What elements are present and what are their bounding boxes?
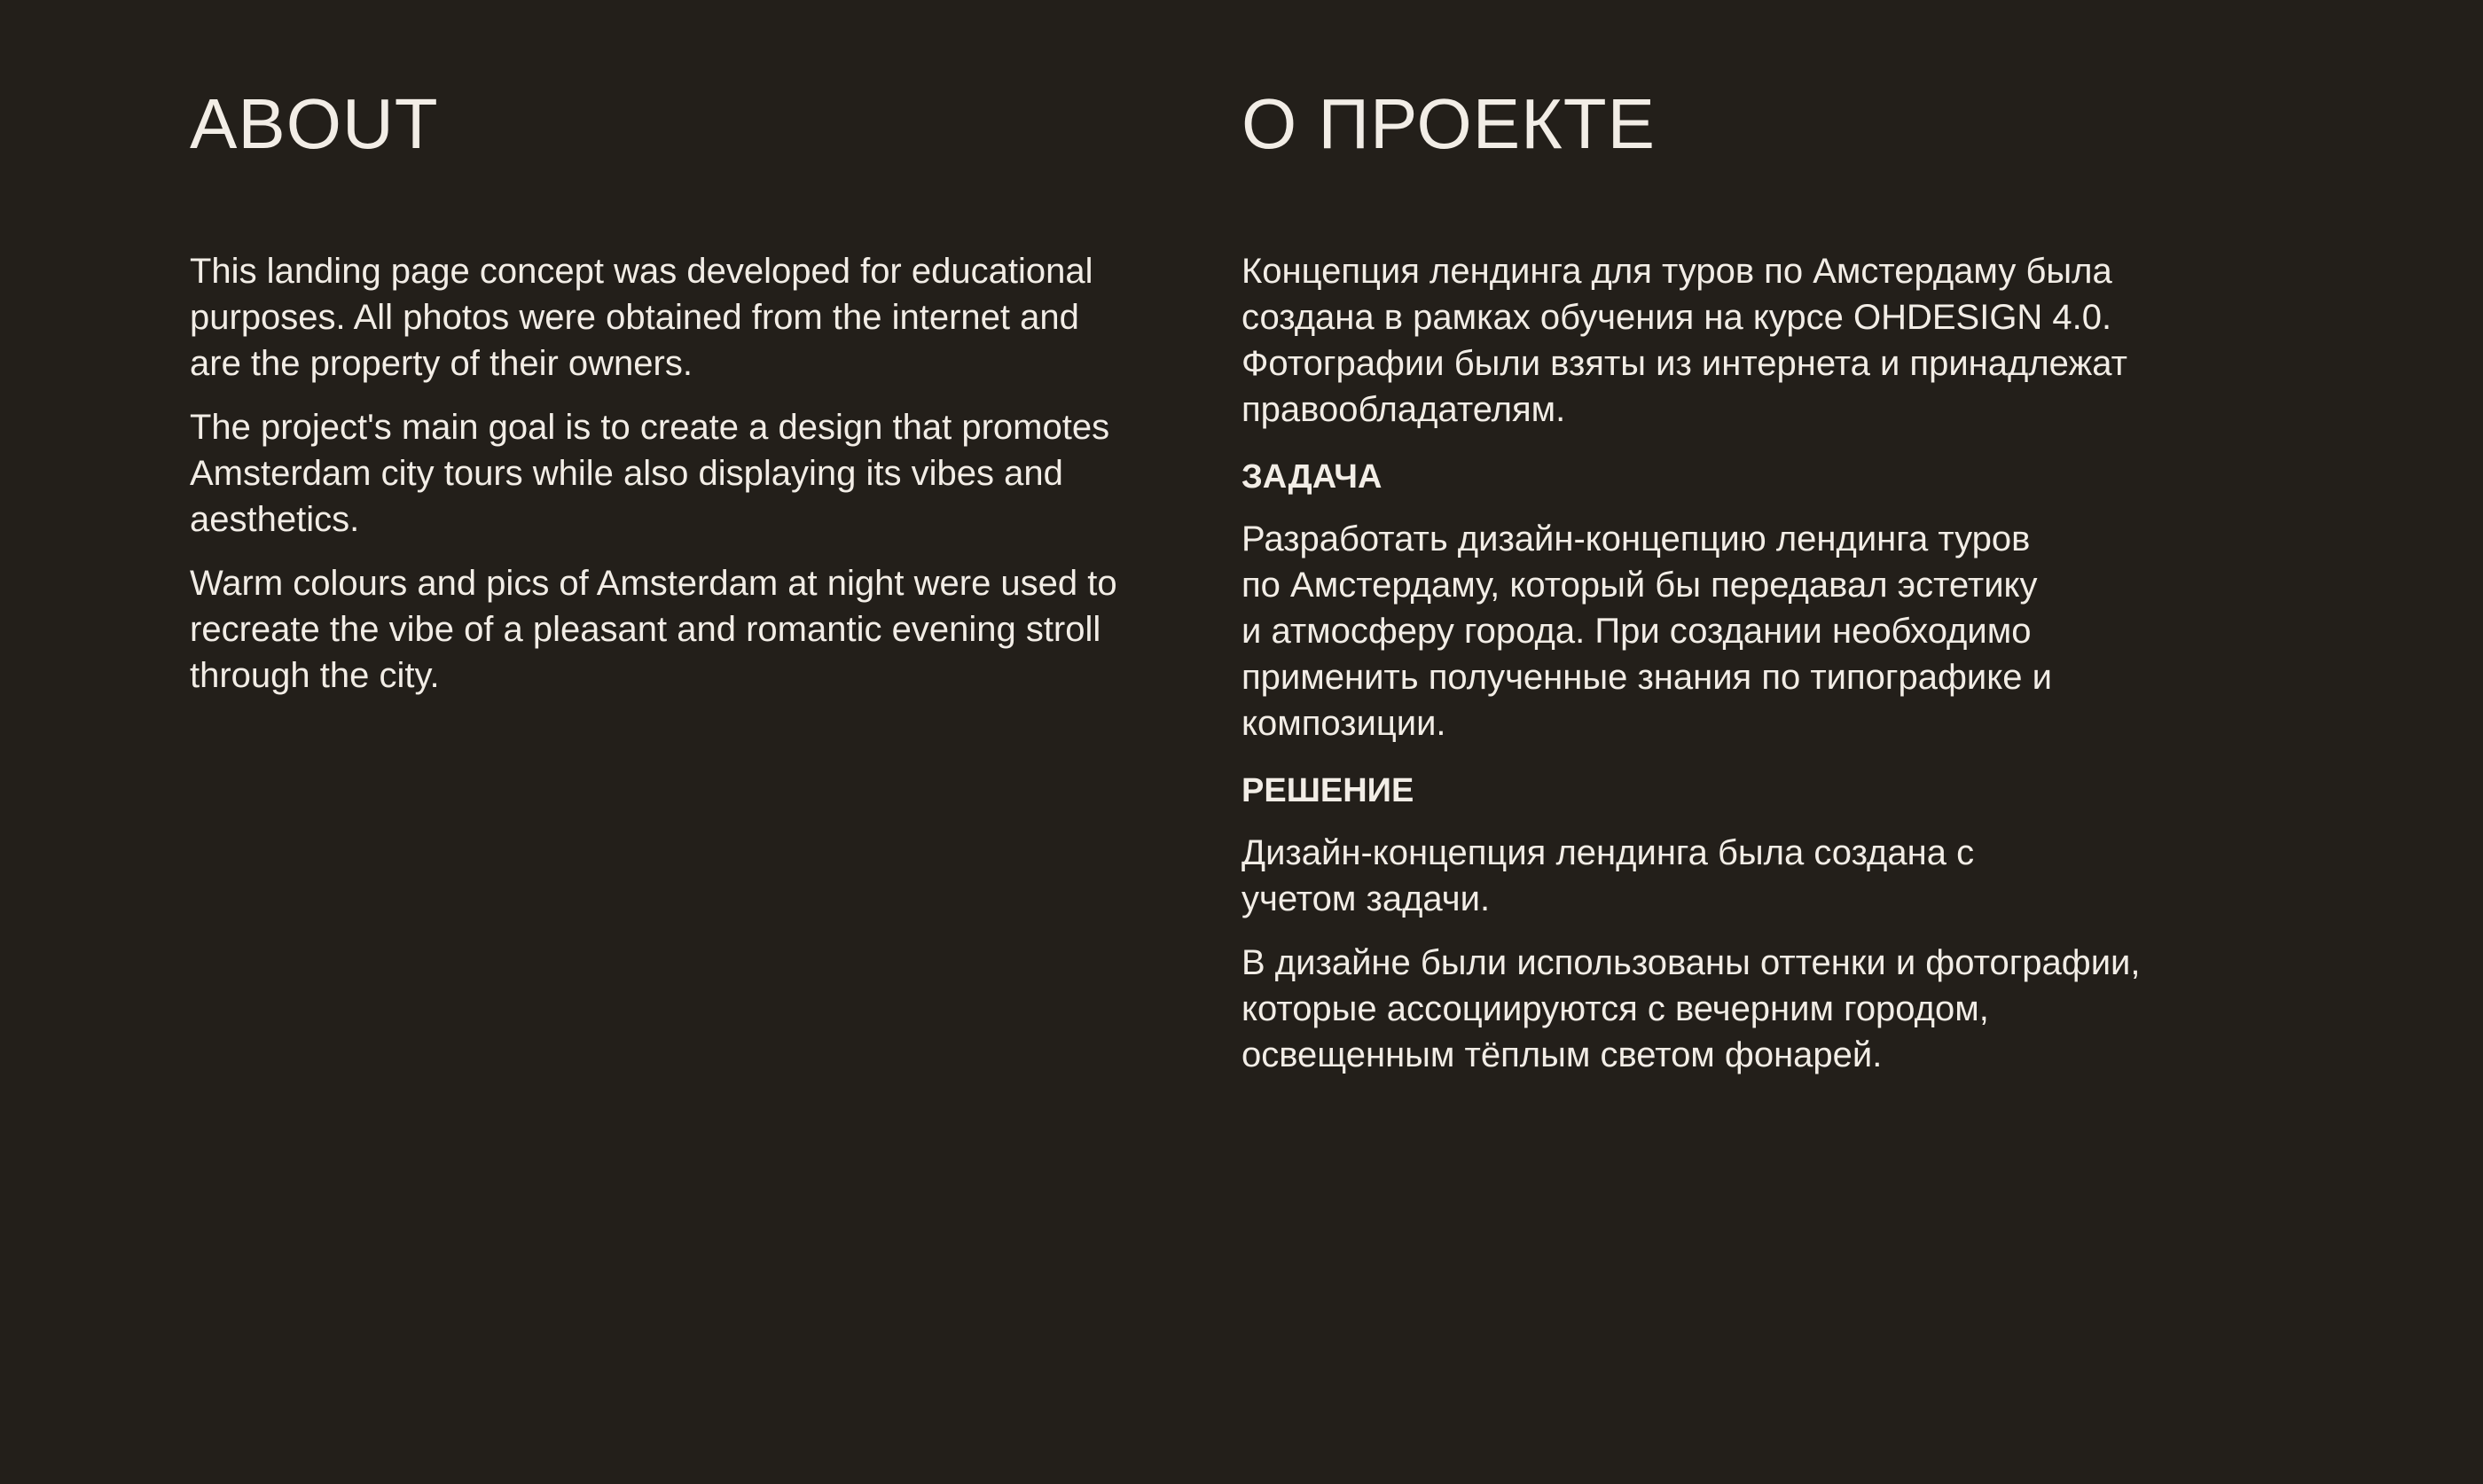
about-body	[190, 248, 1148, 716]
about-paragraph: Warm colours and pics of Amsterdam at night were used to recreate the vibe of a pleasant and romantic evening stroll through the city.	[190, 564, 1117, 695]
task-heading: ЗАДАЧА	[1242, 458, 1382, 496]
about-paragraph: This landing page concept was developed for educational purposes. All photos were obtained from the internet and are the property of their owners.	[190, 252, 1093, 383]
project-title: О ПРОЕКТЕ	[1242, 84, 1656, 163]
project-body	[1242, 248, 2199, 1096]
solution-paragraph: Дизайн-концепция лендинга была создана с учетом задачи.	[1242, 833, 1975, 918]
about-title: ABOUT	[190, 84, 439, 163]
task-text: Разработать дизайн-концепцию лендинга туров по Амстердаму, который бы передавал эстетику и атмосферу города. При создании необходимо применить полученные знания по типографике и композиции.	[1242, 519, 2052, 743]
project-intro: Концепция лендинга для туров по Амстердаму была создана в рамках обучения на курсе OHDESIGN 4.0. Фотографии были взяты из интернета и принадлежат правообладателям.	[1242, 252, 2127, 429]
solution-heading: РЕШЕНИЕ	[1242, 772, 1414, 809]
about-paragraph: The project's main goal is to create a design that promotes Amsterdam city tours while also displaying its vibes and aesthetics.	[190, 408, 1110, 539]
solution-paragraph: В дизайне были использованы оттенки и фотографии, которые ассоциируются с вечерним городом, освещенным тёплым светом фонарей.	[1242, 943, 2141, 1074]
